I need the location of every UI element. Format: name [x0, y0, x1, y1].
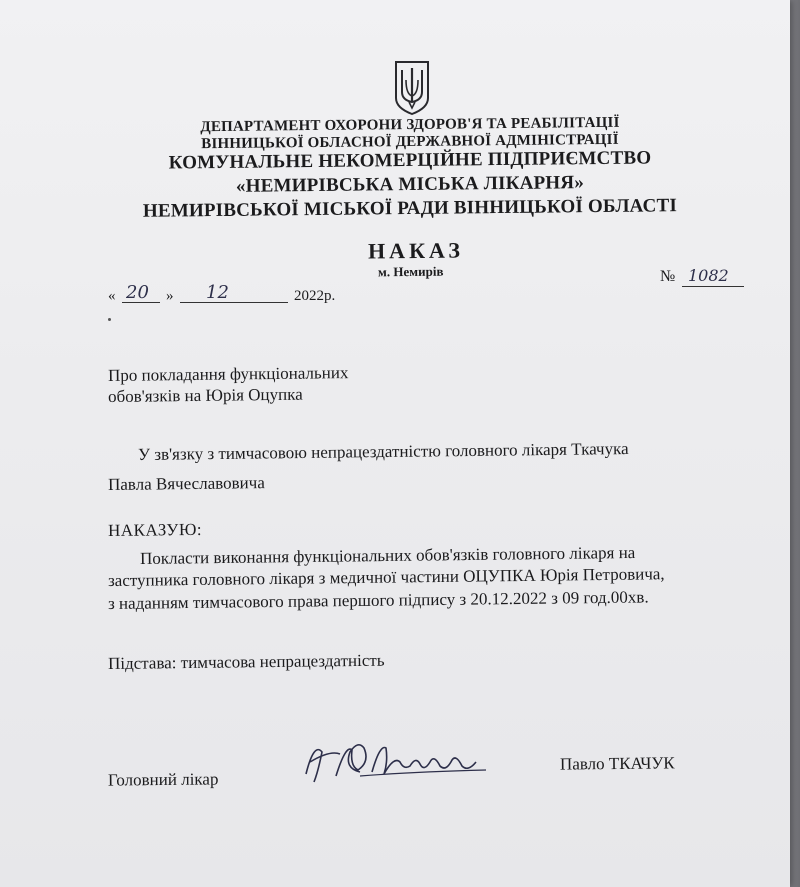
ink-dot [108, 318, 111, 321]
date-year: 2022р. [294, 288, 336, 304]
signatory-name: Павло ТКАЧУК [559, 753, 675, 774]
document-title: НАКАЗ [367, 237, 465, 264]
header-department: ДЕПАРТАМЕНТ ОХОРОНИ ЗДОРОВ'Я ТА РЕАБІЛІТАЦІЇ [200, 114, 620, 136]
header-council: НЕМИРІВСЬКОЇ МІСЬКОЇ РАДИ ВІННИЦЬКОЇ ОБЛАСТІ [142, 195, 678, 222]
document-city: м. Немирів [377, 263, 444, 280]
date-month-underline [180, 302, 288, 303]
date-open-quote: « [108, 288, 116, 304]
order-number-underline [682, 286, 744, 287]
handwritten-signature-icon [300, 732, 490, 792]
decision-line-3: з наданням тимчасового права першого підпису з 20.12.2022 з 09 год.00хв. [107, 587, 649, 614]
subject-line-1: Про покладання функціональних [107, 363, 349, 386]
basis-line: Підстава: тимчасова непрацездатність [107, 650, 385, 674]
trident-emblem-icon [392, 58, 432, 116]
header-hospital-name: «НЕМИРІВСЬКА МІСЬКА ЛІКАРНЯ» [235, 172, 585, 197]
order-word: НАКАЗУЮ: [107, 519, 203, 541]
decision-line-1: Покласти виконання функціональних обов'язків головного лікаря на [139, 542, 636, 569]
order-number-label: № [660, 268, 676, 285]
decision-line-2: заступника головного лікаря з медичної частини ОЦУПКА Юрія Петровича, [107, 564, 665, 591]
date-day-underline [122, 302, 160, 303]
preamble-line-1: У зв'язку з тимчасовою непрацездатністю головного лікаря Ткачука [137, 439, 629, 465]
order-number-value: 1082 [688, 266, 729, 285]
date-month: 12 [206, 282, 229, 303]
header-administration: ВІННИЦЬКОЇ ОБЛАСНОЇ ДЕРЖАВНОЇ АДМІНІСТРАЦІЇ [201, 131, 619, 153]
date-day: 20 [126, 282, 149, 303]
signatory-role: Головний лікар [107, 769, 219, 790]
preamble-line-2: Павла Вячеславовича [107, 473, 265, 495]
date-close-quote: » [166, 288, 174, 304]
header-enterprise-type: КОМУНАЛЬНЕ НЕКОМЕРЦІЙНЕ ПІДПРИЄМСТВО [168, 147, 652, 174]
subject-line-2: обов'язків на Юрія Оцупка [107, 384, 303, 407]
